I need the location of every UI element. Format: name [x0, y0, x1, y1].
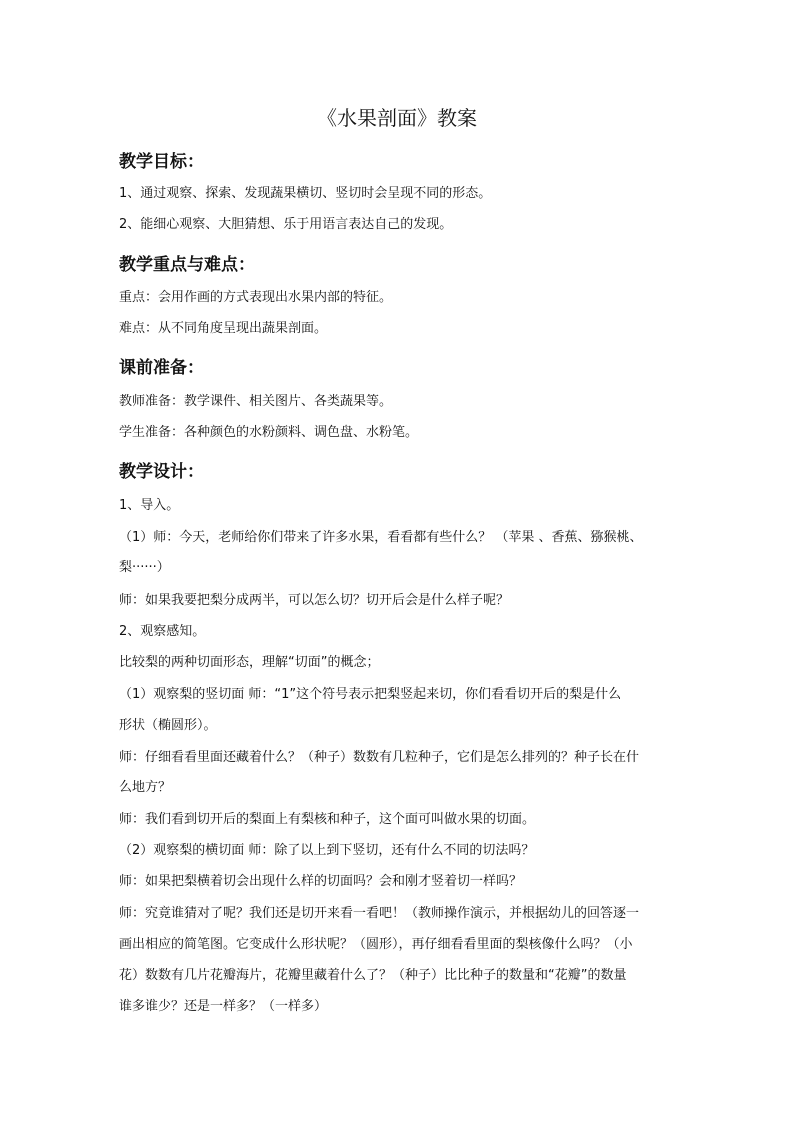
design-line: 花）数数有几片花瓣海片，花瓣里藏着什么了？（种子）比比种子的数量和“花瓣”的数量	[119, 968, 627, 983]
design-line: 2、观察感知。	[119, 624, 206, 639]
design-line: （1）师：今天，老师给你们带来了许多水果，看看都有些什么？ （苹果 、香蕉、猕猴桃、	[119, 530, 643, 545]
section-heading-keypoints: 教学重点与难点：	[119, 255, 255, 275]
design-line: 师：仔细看看里面还藏着什么？（种子）数数有几粒种子，它们是怎么排列的？种子长在什	[119, 750, 640, 765]
section-heading-prep: 课前准备：	[119, 358, 204, 378]
section-heading-goals: 教学目标：	[119, 152, 204, 172]
design-line: 么地方？	[119, 780, 172, 795]
keypoint-item: 重点：会用作画的方式表现出水果内部的特征。	[119, 290, 393, 305]
design-line: 1、导入。	[119, 498, 180, 513]
design-line: （1）观察梨的竖切面 师：“1”这个符号表示把梨竖起来切，你们看看切开后的梨是什么	[119, 687, 622, 702]
keypoint-item: 难点：从不同角度呈现出蔬果剖面。	[119, 321, 328, 336]
prep-item: 教师准备：教学课件、相关图片、各类蔬果等。	[119, 394, 393, 409]
design-line: 形状（椭圆形）。	[119, 718, 217, 733]
goal-item: 1、通过观察、探索、发现蔬果横切、竖切时会呈现不同的形态。	[119, 186, 492, 201]
design-line: 比较梨的两种切面形态，理解“切面”的概念；	[119, 655, 380, 670]
design-line: （2）观察梨的横切面 师：除了以上到下竖切，还有什么不同的切法吗？	[119, 843, 535, 858]
section-heading-design: 教学设计：	[119, 462, 204, 482]
page-title: 《水果剖面》教案	[317, 106, 477, 130]
design-line: 梨······）	[119, 560, 170, 575]
design-line: 师：如果把梨横着切会出现什么样的切面吗？会和刚才竖着切一样吗？	[119, 874, 523, 889]
design-line: 师：究竟谁猜对了呢？我们还是切开来看一看吧！（教师操作演示，并根据幼儿的回答逐一	[119, 906, 640, 921]
design-line: 画出相应的简笔图。它变成什么形状呢？（圆形），再仔细看看里面的梨核像什么吗？（小	[119, 937, 633, 952]
goal-item: 2、能细心观察、大胆猜想、乐于用语言表达自己的发现。	[119, 217, 453, 232]
prep-item: 学生准备：各种颜色的水粉颜料、调色盘、水粉笔。	[119, 425, 419, 440]
design-line: 师：如果我要把梨分成两半，可以怎么切？切开后会是什么样子呢？	[119, 593, 510, 608]
design-line: 师：我们看到切开后的梨面上有梨核和种子，这个面可叫做水果的切面。	[119, 812, 536, 827]
design-line: 谁多谁少？还是一样多？（一样多）	[119, 999, 328, 1014]
